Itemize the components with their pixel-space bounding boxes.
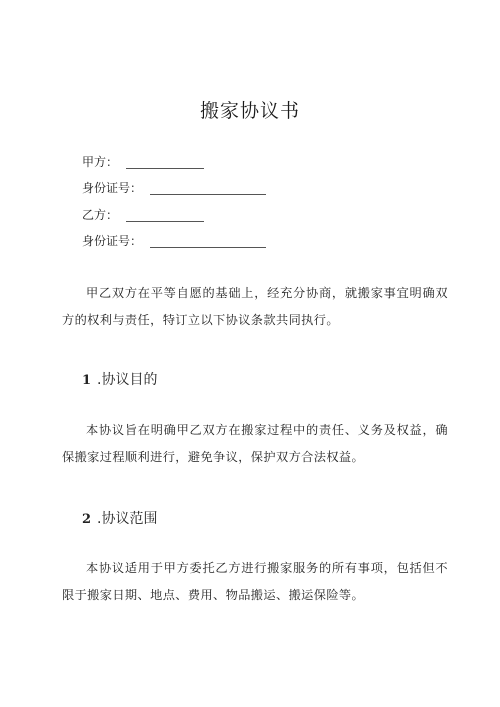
section-heading [82, 509, 158, 530]
party-b-id-blank-line[interactable] [150, 232, 266, 248]
party-a-field [82, 153, 204, 171]
section-number: 2 [82, 512, 92, 527]
party-a-id-field [82, 179, 266, 197]
party-a-blank-line[interactable] [126, 153, 204, 169]
document-title: 搬家协议书 [199, 100, 300, 122]
party-a-label: 甲方： [82, 155, 119, 169]
section-heading-text: .协议目的 [97, 372, 158, 388]
party-a-id-label: 身份证号： [82, 181, 143, 195]
party-b-blank-line[interactable] [126, 206, 204, 222]
party-a-id-blank-line[interactable] [150, 179, 266, 195]
section-heading [82, 370, 158, 391]
party-b-id-field [82, 232, 266, 250]
intro-paragraph: 甲乙双方在平等自愿的基础上，经充分协商，就搬家事宜明确双方的权利与责任，特订立以下协议条款共同执行。 [62, 286, 448, 327]
party-b-label: 乙方： [82, 208, 119, 222]
section-body: 本协议适用于甲方委托乙方进行搬家服务的所有事项，包括但不限于搬家日期、地点、费用、物品搬运、搬运保险等。 [62, 561, 448, 602]
section-number: 1 [82, 373, 92, 388]
party-b-field [82, 206, 204, 224]
section-heading-text: .协议范围 [97, 511, 158, 527]
party-b-id-label: 身份证号： [82, 234, 143, 248]
section-body: 本协议旨在明确甲乙双方在搬家过程中的责任、义务及权益，确保搬家过程顺利进行，避免争议，保护双方合法权益。 [62, 423, 448, 464]
